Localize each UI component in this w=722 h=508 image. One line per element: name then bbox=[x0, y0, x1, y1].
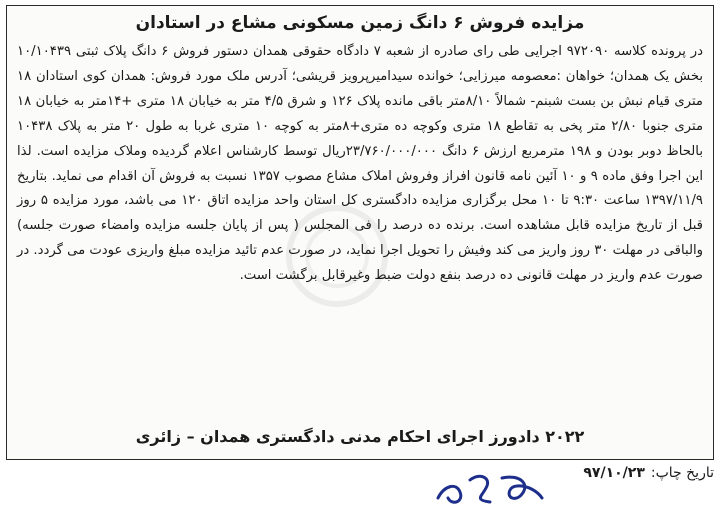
print-date-label: تاریخ چاپ: bbox=[650, 465, 714, 481]
print-date-value: ۹۷/۱۰/۲۳ bbox=[583, 465, 645, 481]
handwritten-mark-icon bbox=[430, 468, 550, 508]
notice-signature: ۲۰۲۲ دادورز اجرای احکام مدنی دادگستری همدان – زائری bbox=[135, 427, 585, 446]
print-date bbox=[583, 462, 714, 484]
notice-body bbox=[17, 40, 703, 289]
notice-title: مزایده فروش ۶ دانگ زمین مسکونی مشاع در استادان bbox=[135, 13, 585, 33]
notice-box bbox=[6, 5, 714, 460]
notice-paragraph: در پرونده کلاسه ۹۷۲۰۹۰ اجرایی طی رای صادره از شعبه ۷ دادگاه حقوقی همدان دستور فروش ۶ دانگ پلاک ثبتی ۱۰/۱۰۴۳۹ بخش یک همدان؛ خواهان :معصومه میرزایی؛ خوانده سیدامیرپرویز قریشی؛ آدرس ملک مورد فروش: همدان کوی استادان ۱۸ متری قیام نبش بن بست شبنم- شمالاً ۸/۱۰متر باقی مانده پلاک ۱۲۶ و شرق ۴/۵ متر به خیابان ۱۸ متری +۱۴متر به خیابان ۱۸ متری جنوبا ۲/۸۰ متر پخی به تقاطع ۱۸ متری وکوچه ده متری+۸متر به کوچه ۱۰ متری غربا به طول ۲۰ متر به پلاک ۱۰۴۳۸ بالحاظ دوبر بودن و ۱۹۸ مترمربع ارزش ۶ دانگ ۲۳/۷۶۰/۰۰۰/۰۰۰ریال توسط کارشناس اعلام گردیده وملاک مزایده است. لذا این اجرا وفق ماده ۹ و ۱۰ آئین نامه قانون افراز وفروش املاک مشاع مصوب ۱۳۵۷ نسبت به فروش آن اقدام می نماید. بتاریخ ۱۳۹۷/۱۱/۹ ساعت ۹:۳۰ تا ۱۰ محل برگزاری مزایده دادگستری کل استان واحد مزایده اتاق ۱۲۰ می باشد، مورد مزایده ۵ روز قبل از تاریخ مزایده قابل مشاهده است. برنده ده درصد را فی المجلس ( پس از پایان جلسه مزایده وامضاء صورت جلسه) والباقی در مهلت ۳۰ روز واریز می کند وفیش را تحویل اجرا نماید، در صورت عدم تائید مزایده مبلغ واریزی عودت می گردد. در صورت عدم واریز در مهلت قانونی ده درصد بنفع دولت ضبط وغیرقابل برگشت است. bbox=[16, 44, 704, 284]
